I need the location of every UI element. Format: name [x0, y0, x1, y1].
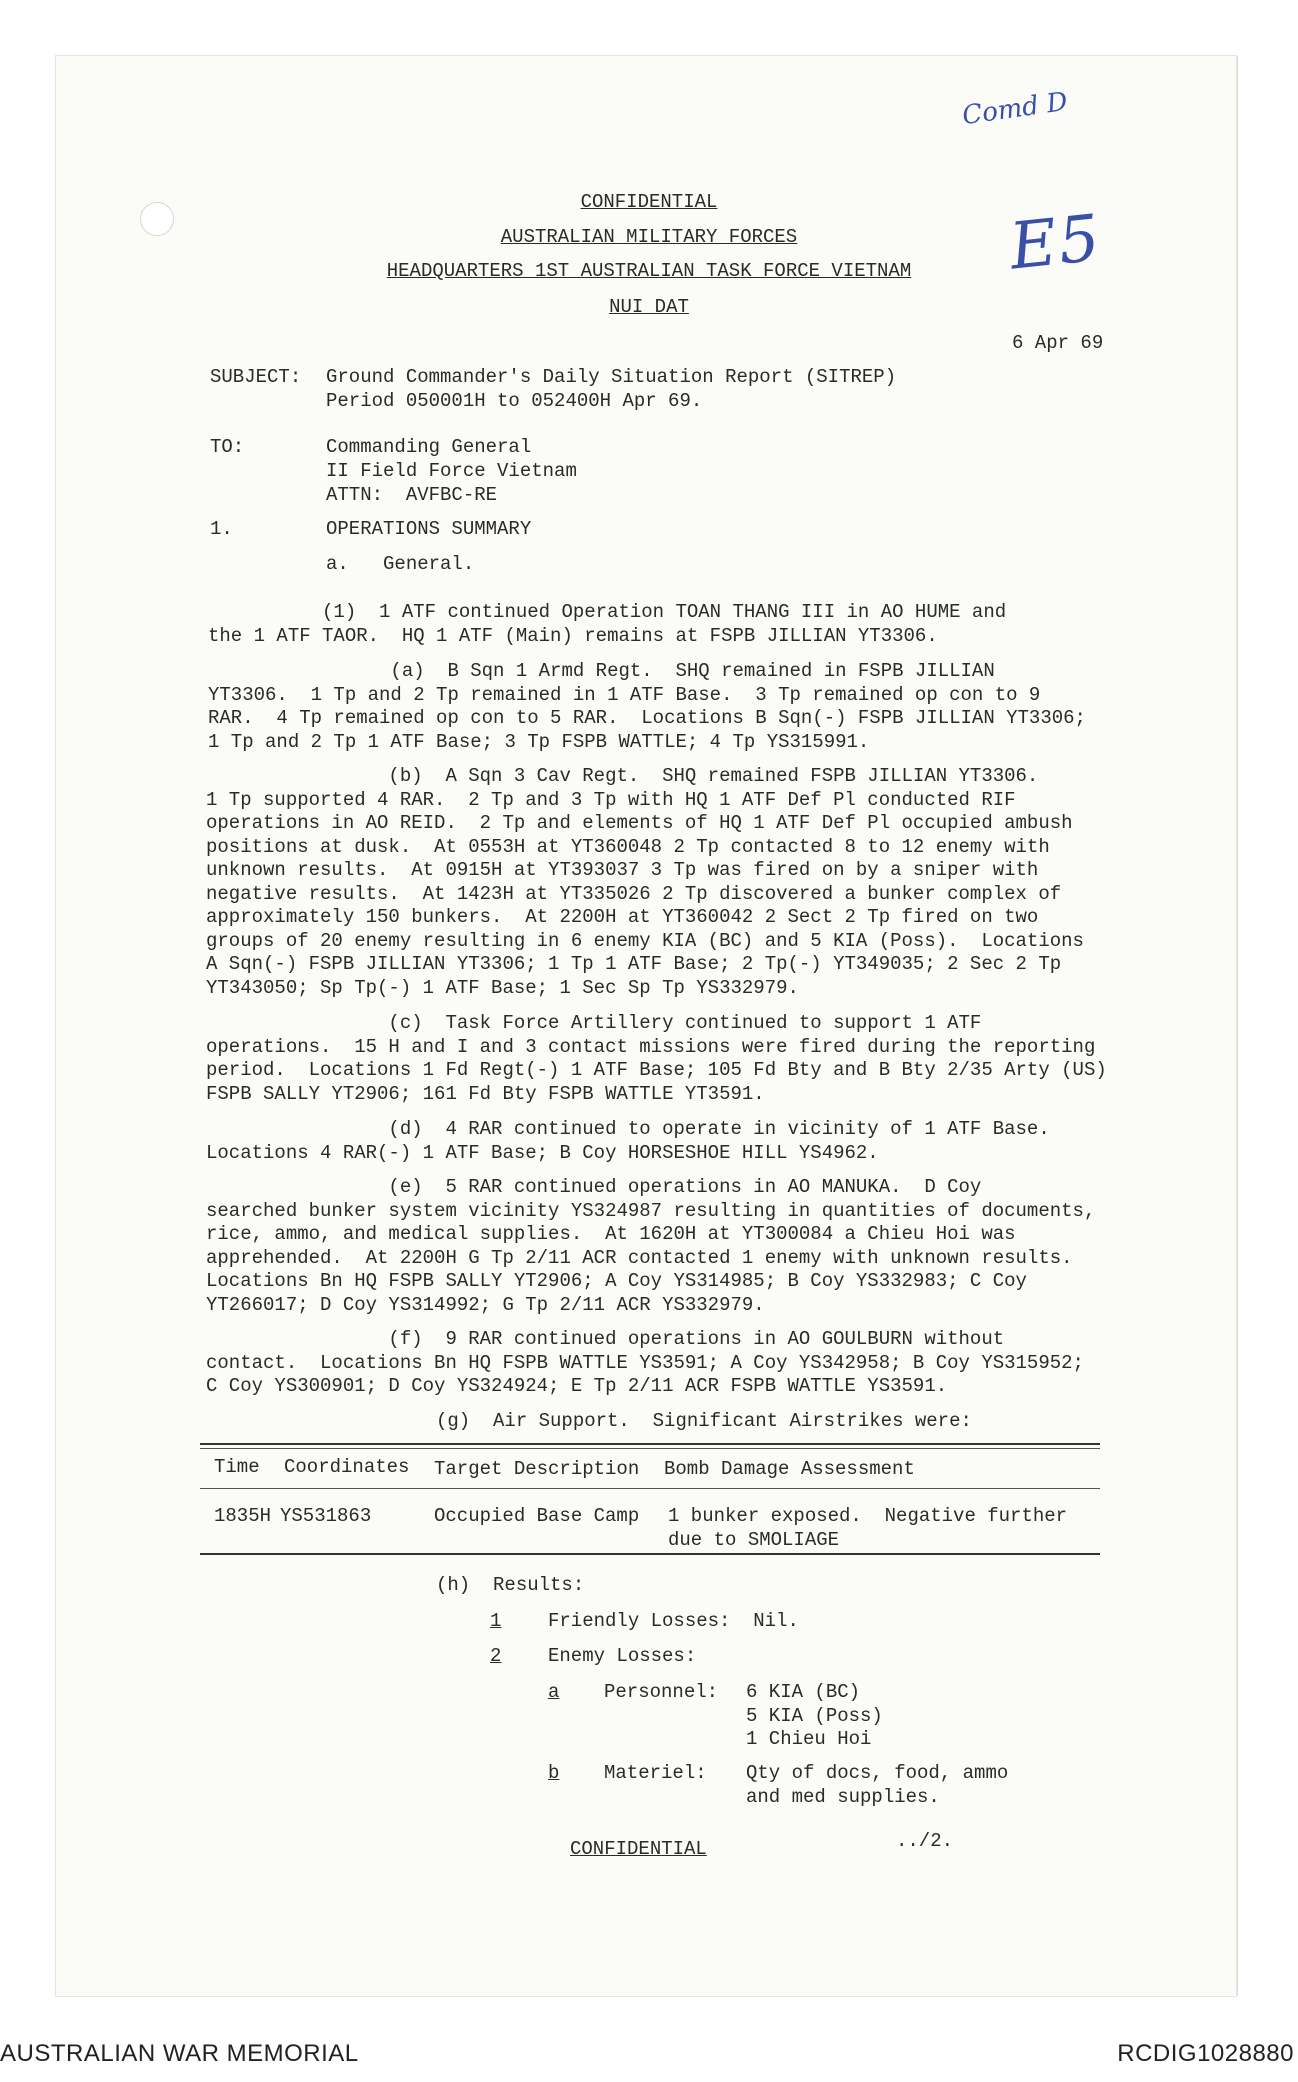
table-row-target: Occupied Base Camp [434, 1505, 640, 1527]
table-top-rule [200, 1443, 1100, 1445]
friendly-losses: Friendly Losses: Nil. [548, 1610, 799, 1632]
table-top-rule-2 [200, 1448, 1100, 1449]
section-number: 1. [210, 518, 233, 540]
table-row-bda: 1 bunker exposed. Negative further due to SMOLIAGE [668, 1505, 1068, 1551]
col-header-coordinates: Coordinates [284, 1456, 410, 1478]
table-row-coordinates: YS531863 [280, 1505, 372, 1527]
col-header-time: Time [214, 1456, 260, 1478]
table-bottom-rule [200, 1553, 1100, 1555]
table-row-time: 1835H [214, 1505, 272, 1527]
personnel-letter: a [548, 1681, 560, 1703]
enemy-losses: Enemy Losses: [548, 1645, 697, 1667]
to-line-2: II Field Force Vietnam [326, 460, 577, 482]
paragraph-e: (e) 5 RAR continued operations in AO MANUKA. D Coy searched bunker system vicinity YS324987 resulting in quantities of documents, rice, ammo, and medical supplies. At 1620H at YT300084 a Chieu Hoi was apprehended. At 2200H G Tp 2/11 ACR contacted 1 enemy with unknown results. Locations Bn HQ FSPB SALLY YT2906; A Coy YS314985; B Coy YS332983; C Coy YT266017; D Coy YS314992; G Tp 2/11 ACR YS332979. [206, 1176, 1096, 1316]
paragraph-f: (f) 9 RAR continued operations in AO GOULBURN without contact. Locations Bn HQ FSPB WATTLE YS3591; A Coy YS342958; B Coy YS315952; C Coy YS300901; D Coy YS324924; E Tp 2/11 ACR FSPB WATTLE YS3591. [206, 1328, 1084, 1397]
archive-name: AUSTRALIAN WAR MEMORIAL [0, 2040, 359, 2067]
page-continued: ../2. [896, 1830, 954, 1852]
subject-line-2: Period 050001H to 052400H Apr 69. [326, 390, 703, 412]
classification-footer: CONFIDENTIAL [570, 1838, 707, 1860]
col-header-bda: Bomb Damage Assessment [664, 1458, 915, 1480]
paragraph-c: (c) Task Force Artillery continued to support 1 ATF operations. 15 H and I and 3 contact missions were fired during the reporting period. Locations 1 Fd Regt(-) 1 ATF Base; 105 Fd Bty and B Bty 2/35 Arty (US) FSPB SALLY YT2906; 161 Fd Bty FSPB WATTLE YT3591. [206, 1012, 1107, 1105]
col-header-target: Target Description [434, 1458, 640, 1480]
handwritten-note: Comd D [960, 86, 1070, 132]
paragraph-b: (b) A Sqn 3 Cav Regt. SHQ remained FSPB JILLIAN YT3306. 1 Tp supported 4 RAR. 2 Tp and 3 Tp with HQ 1 ATF Def Pl conducted RIF operations in AO REID. 2 Tp and elements of HQ 1 ATF Def Pl occupied ambush positions at dusk. At 0553H at YT360048 2 Tp contacted 8 to 12 enemy with unknown results. At 0915H at YT393037 3 Tp was fired on by a sniper with negative results. At 1423H at YT335026 2 Tp discovered a bunker complex of approximately 150 bunkers. At 2200H at YT360042 2 Sect 2 Tp fired on two groups of 20 enemy resulting in 6 enemy KIA (BC) and 5 KIA (Poss). Locations A Sqn(-) FSPB JILLIAN YT3306; 1 Tp 1 ATF Base; 2 Tp(-) YT349035; 2 Sec 2 Tp YT343050; Sp Tp(-) 1 ATF Base; 1 Sec Sp Tp YS332979. [206, 765, 1084, 999]
subject-line-1: Ground Commander's Daily Situation Report (SITREP) [326, 366, 897, 388]
materiel-label: Materiel: [604, 1762, 707, 1784]
section-title: OPERATIONS SUMMARY [326, 518, 532, 540]
to-label: TO: [210, 436, 245, 458]
materiel-letter: b [548, 1762, 560, 1784]
table-header-rule [200, 1488, 1100, 1489]
subsection-general: a. General. [326, 553, 475, 575]
paragraph-g: (g) Air Support. Significant Airstrikes were: [436, 1410, 972, 1432]
friendly-num: 1 [490, 1610, 502, 1632]
materiel-values: Qty of docs, food, ammo and med supplies. [746, 1762, 1009, 1808]
paragraph-1: (1) 1 ATF continued Operation TOAN THANG III in AO HUME and the 1 ATF TAOR. HQ 1 ATF (Main) remains at FSPB JILLIAN YT3306. [208, 601, 1007, 647]
handwritten-reference: E5 [1006, 201, 1106, 285]
paragraph-a: (a) B Sqn 1 Armd Regt. SHQ remained in FSPB JILLIAN YT3306. 1 Tp and 2 Tp remained in 1 ATF Base. 3 Tp remained op con to 9 RAR. 4 Tp remained op con to 5 RAR. Locations B Sqn(-) FSPB JILLIAN YT3306; 1 Tp and 2 Tp 1 ATF Base; 3 Tp FSPB WATTLE; 4 Tp YS315991. [208, 660, 1086, 753]
enemy-num: 2 [490, 1645, 502, 1667]
personnel-values: 6 KIA (BC) 5 KIA (Poss) 1 Chieu Hoi [746, 1681, 883, 1750]
results-heading: (h) Results: [436, 1574, 585, 1596]
organisation: AUSTRALIAN MILITARY FORCES [500, 226, 798, 248]
paragraph-d: (d) 4 RAR continued to operate in vicinity of 1 ATF Base. Locations 4 RAR(-) 1 ATF Base; B Coy HORSESHOE HILL YS4962. [206, 1118, 1050, 1164]
classification-header: CONFIDENTIAL [580, 191, 718, 213]
headquarters: HEADQUARTERS 1ST AUSTRALIAN TASK FORCE VIETNAM [386, 260, 912, 282]
document-date: 6 Apr 69 [1012, 332, 1104, 354]
archive-id: RCDIG1028880 [1117, 2040, 1294, 2067]
to-line-3: ATTN: AVFBC-RE [326, 484, 498, 506]
location: NUI DAT [609, 296, 689, 318]
personnel-label: Personnel: [604, 1681, 719, 1703]
subject-label: SUBJECT: [210, 366, 302, 388]
to-line-1: Commanding General [326, 436, 532, 458]
